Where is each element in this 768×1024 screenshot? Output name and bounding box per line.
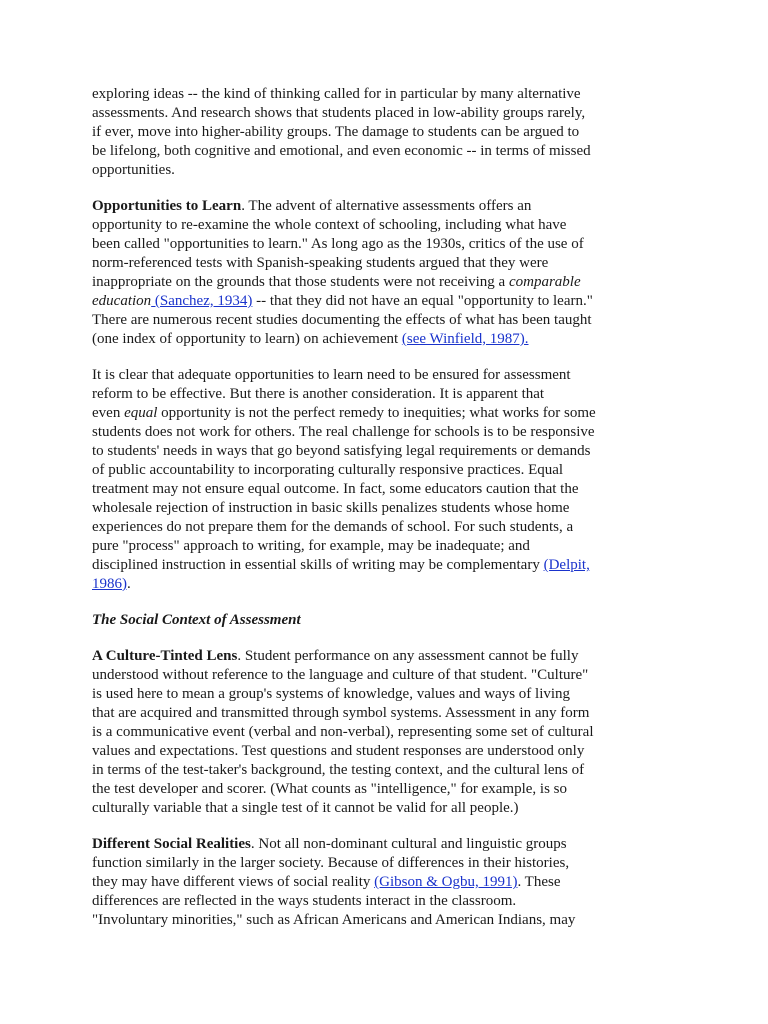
text-line: treatment may not ensure equal outcome. In fact, some educators caution that the (92, 481, 579, 497)
document-body (92, 85, 682, 947)
text-line: is used here to mean a group's systems of knowledge, values and ways of living (92, 686, 571, 702)
text-line (92, 197, 682, 216)
text-run: inappropriate on the grounds that those students were not receiving a (92, 274, 509, 290)
text-run: . Student performance on any assessment cannot be fully (237, 648, 579, 664)
text-line: of public accountability to incorporating culturally responsive practices. Equal (92, 462, 564, 478)
text-line (92, 873, 682, 892)
text-line: opportunity to re-examine the whole context of schooling, including what have (92, 217, 567, 233)
paragraph-heading-opportunities-to-learn: Opportunities to Learn (92, 198, 242, 214)
section-heading-text: The Social Context of Assessment (92, 612, 301, 628)
paragraph-opportunities-to-learn (92, 197, 682, 349)
text-line: is a communicative event (verbal and non-verbal), representing some set of cultural (92, 724, 594, 740)
citation-link-delpit-1986[interactable]: (Delpit, (543, 557, 590, 573)
emphasis-text: comparable (508, 274, 581, 290)
text-line: reform to be effective. But there is another consideration. It is apparent that (92, 386, 545, 402)
emphasis-text: education (92, 293, 152, 309)
text-line: in terms of the test-taker's background, the testing context, and the cultural lens of (92, 762, 585, 778)
text-run: they may have different views of social reality (92, 874, 375, 890)
emphasis-text: equal (124, 405, 158, 421)
text-line: norm-referenced tests with Spanish-speaking students argued that they were (92, 255, 549, 271)
text-line: "Involuntary minorities," such as African Americans and American Indians, may (92, 912, 576, 928)
paragraph-culture-tinted-lens (92, 647, 682, 818)
paragraph-intro (92, 85, 682, 180)
text-line: that are acquired and transmitted through symbol systems. Assessment in any form (92, 705, 590, 721)
text-line: students does not work for others. The real challenge for schools is to be responsive (92, 424, 595, 440)
text-line: There are numerous recent studies documenting the effects of what has been taught (92, 312, 592, 328)
text-line: if ever, move into higher-ability groups. The damage to students can be argued to (92, 124, 580, 140)
text-line: experiences do not prepare them for the demands of school. For such students, a (92, 519, 574, 535)
text-line (92, 556, 682, 575)
text-line: be lifelong, both cognitive and emotional, and even economic -- in terms of missed (92, 143, 591, 159)
text-line (92, 835, 682, 854)
text-run: . Not all non-dominant cultural and linguistic groups (250, 836, 567, 852)
text-run: -- that they did not have an equal "opportunity to learn." (252, 293, 593, 309)
paragraph-different-social-realities (92, 835, 682, 930)
text-line (92, 647, 682, 666)
text-line: culturally variable that a single test of it cannot be valid for all people.) (92, 800, 519, 816)
paragraph-heading-different-social-realities: Different Social Realities (92, 836, 251, 852)
citation-link-gibson-ogbu-1991[interactable]: (Gibson & Ogbu, 1991) (374, 874, 518, 890)
text-line: wholesale rejection of instruction in basic skills penalizes students whose home (92, 500, 570, 516)
text-line: opportunities. (92, 162, 175, 178)
text-run: even (92, 405, 125, 421)
text-line: the test developer and scorer. (What counts as "intelligence," for example, is so (92, 781, 568, 797)
text-line (92, 273, 682, 292)
text-line (92, 575, 682, 594)
text-line (92, 404, 682, 423)
section-heading-social-context (92, 611, 682, 630)
text-line: differences are reflected in the ways students interact in the classroom. (92, 893, 517, 909)
text-line: values and expectations. Test questions and student responses are understood only (92, 743, 585, 759)
text-line: been called "opportunities to learn." As long ago as the 1930s, critics of the use of (92, 236, 584, 252)
citation-link-winfield-1987[interactable]: (see Winfield, 1987). (401, 331, 529, 347)
paragraph-equal-opportunity (92, 366, 682, 594)
text-run: disciplined instruction in essential skills of writing may be complementary (92, 557, 544, 573)
text-run: . The advent of alternative assessments offers an (241, 198, 532, 214)
text-run: . These (517, 874, 561, 890)
text-line: pure "process" approach to writing, for example, may be inadequate; and (92, 538, 530, 554)
paragraph-heading-culture-tinted-lens: A Culture-Tinted Lens (92, 648, 238, 664)
text-line: assessments. And research shows that students placed in low-ability groups rarely, (92, 105, 586, 121)
text-line: function similarly in the larger society. Because of differences in their histories, (92, 855, 570, 871)
text-line (92, 292, 682, 311)
text-run: (one index of opportunity to learn) on achievement (92, 331, 402, 347)
text-line: It is clear that adequate opportunities to learn need to be ensured for assessment (92, 367, 571, 383)
text-line: exploring ideas -- the kind of thinking called for in particular by many alternative (92, 86, 581, 102)
text-run: . (127, 576, 131, 592)
text-run: opportunity is not the perfect remedy to inequities; what works for some (157, 405, 596, 421)
text-line: to students' needs in ways that go beyond satisfying legal requirements or demands (92, 443, 591, 459)
text-line (92, 330, 682, 349)
citation-link-sanchez-1934[interactable]: (Sanchez, 1934) (151, 293, 253, 309)
text-line: understood without reference to the language and culture of that student. "Culture" (92, 667, 589, 683)
citation-link-delpit-1986-cont[interactable]: 1986) (92, 576, 127, 592)
